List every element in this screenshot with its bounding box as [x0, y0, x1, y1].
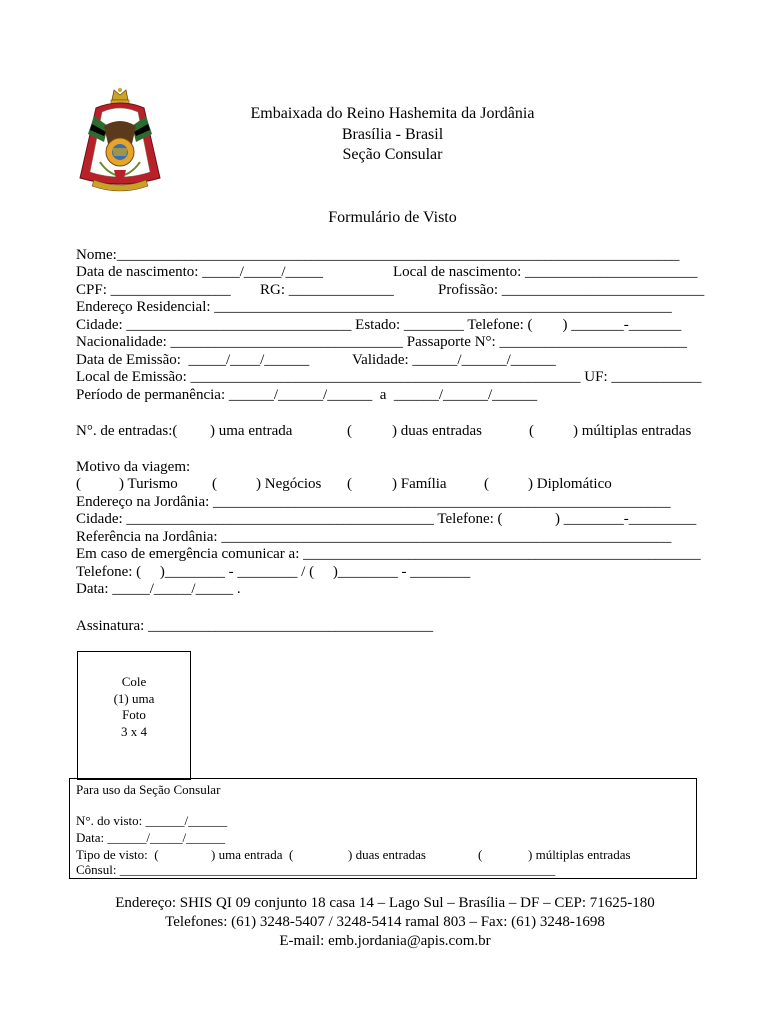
footer-phones: Telefones: (61) 3248-5407 / 3248-5414 ramal 803 – Fax: (61) 3248-1698: [165, 914, 605, 930]
motivo-familia-paren[interactable]: (: [347, 476, 352, 492]
consular-tipo-duas[interactable]: ) duas entradas: [348, 847, 426, 862]
photo-line-2: (1) uma: [113, 690, 155, 706]
entradas-duas-checkbox[interactable]: ) duas entradas: [392, 423, 482, 439]
motivo-negocios-checkbox[interactable]: ) Negócios: [256, 476, 322, 492]
consular-tipo-multiplas-paren[interactable]: (: [478, 847, 483, 862]
entradas-duas-paren[interactable]: (: [347, 423, 352, 439]
field-data-emissao[interactable]: Data de Emissão: _____/____/______: [76, 352, 310, 368]
entradas-uma-checkbox[interactable]: ) uma entrada: [210, 423, 293, 439]
photo-line-1: Cole: [121, 674, 147, 689]
field-local-nascimento[interactable]: Local de nascimento: _______________________: [393, 264, 698, 280]
motivo-label: Motivo da viagem:: [76, 459, 191, 475]
field-cpf[interactable]: CPF: ________________: [76, 282, 231, 298]
field-cidade-telefone-jordania[interactable]: Cidade: _________________________________________ Telefone: ( ) ________-_________: [76, 511, 697, 527]
field-validade[interactable]: Validade: ______/______/______: [352, 352, 556, 368]
field-rg[interactable]: RG: ______________: [260, 282, 394, 298]
form-title: Formulário de Visto: [328, 209, 457, 226]
photo-line-3: Foto: [122, 707, 146, 722]
footer-email: E-mail: emb.jordania@apis.com.br: [279, 933, 491, 949]
field-data-nascimento[interactable]: Data de nascimento: _____/_____/_____: [76, 264, 324, 280]
field-profissao[interactable]: Profissão: ___________________________: [438, 282, 705, 298]
embassy-section: Seção Consular: [342, 146, 443, 163]
consular-data[interactable]: Data: ______/_____/______: [76, 830, 226, 845]
field-nacionalidade-passaporte[interactable]: Nacionalidade: _______________________________ Passaporte N°: _________________________: [76, 334, 687, 350]
consular-tipo-label: Tipo de visto: (: [76, 847, 159, 862]
field-assinatura[interactable]: Assinatura: ______________________________________: [76, 618, 434, 634]
motivo-familia-checkbox[interactable]: ) Família: [392, 476, 447, 492]
field-endereco-jordania[interactable]: Endereço na Jordânia: _____________________________________________________________: [76, 494, 671, 510]
motivo-turismo-checkbox[interactable]: ) Turismo: [119, 476, 178, 492]
consular-consul[interactable]: Cônsul: ___________________________________________________________________: [76, 862, 556, 877]
footer-address: Endereço: SHIS QI 09 conjunto 18 casa 14 – Lago Sul – Brasília – DF – CEP: 71625-180: [115, 895, 655, 911]
consular-tipo-multiplas[interactable]: ) múltiplas entradas: [528, 847, 631, 862]
entradas-label: N°. de entradas:(: [76, 423, 178, 439]
motivo-negocios-paren[interactable]: (: [212, 476, 217, 492]
motivo-diplomatico-checkbox[interactable]: ) Diplomático: [528, 476, 612, 492]
field-periodo-permanencia[interactable]: Período de permanência: ______/______/______ a ______/______/______: [76, 387, 538, 403]
consular-title: Para uso da Seção Consular: [76, 782, 221, 797]
consular-visto[interactable]: N°. do visto: ______/______: [76, 813, 228, 828]
motivo-turismo-paren[interactable]: (: [76, 476, 81, 492]
field-emergencia[interactable]: Em caso de emergência comunicar a: _____________________________________________________: [76, 546, 701, 562]
consular-tipo-uma[interactable]: ) uma entrada (: [211, 847, 294, 862]
entradas-multiplas-paren[interactable]: (: [529, 423, 534, 439]
field-cidade-estado-telefone[interactable]: Cidade: ______________________________ Estado: ________ Telefone: ( ) _______-_______: [76, 317, 682, 333]
embassy-location: Brasília - Brasil: [341, 125, 444, 143]
field-telefone-emergencia[interactable]: Telefone: ( )________ - ________ / ( )________ - ________: [76, 564, 471, 580]
field-endereco-residencial[interactable]: Endereço Residencial: _____________________________________________________________: [76, 299, 672, 315]
field-nome[interactable]: Nome:___________________________________________________________________________: [76, 247, 680, 263]
photo-line-4: 3 x 4: [121, 723, 147, 739]
field-data[interactable]: Data: _____/_____/_____ .: [76, 581, 241, 597]
embassy-header: [200, 104, 585, 166]
field-local-emissao-uf[interactable]: Local de Emissão: ____________________________________________________ UF: ____________: [76, 369, 702, 385]
entradas-multiplas-checkbox[interactable]: ) múltiplas entradas: [573, 423, 692, 439]
field-referencia-jordania[interactable]: Referência na Jordânia: ____________________________________________________________: [76, 529, 672, 545]
embassy-name: Embaixada do Reino Hashemita da Jordânia: [250, 105, 535, 122]
motivo-diplomatico-paren[interactable]: (: [484, 476, 489, 492]
footer-contact: [60, 894, 710, 951]
coat-of-arms-emblem: [74, 86, 166, 198]
photo-box: [77, 651, 191, 780]
